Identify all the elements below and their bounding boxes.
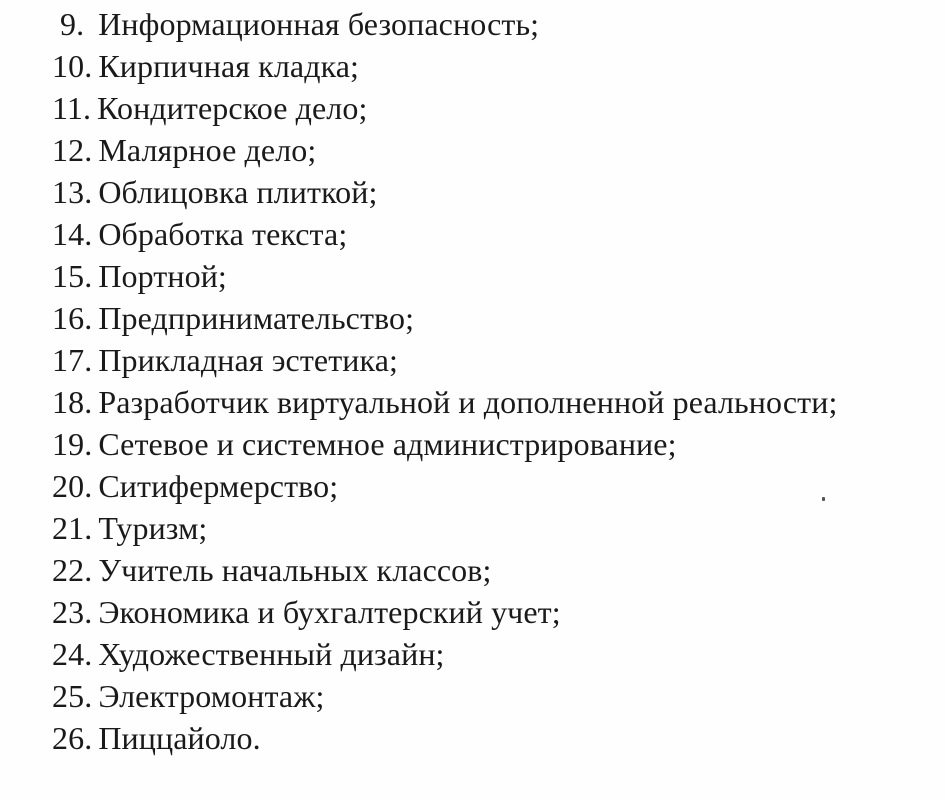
list-item-number: 18. [52,384,93,420]
list-item-text: Разработчик виртуальной и дополненной реальности; [98,384,838,420]
list-item-number: 19. [52,426,93,462]
list-item [52,213,837,255]
list-item-number: 17. [52,342,93,378]
list-item [52,45,837,87]
list-item-text: Предпринимательство; [98,300,415,336]
list-item [52,591,837,633]
list-item-text: Туризм; [98,510,208,546]
list-item-text: Пиццайоло. [98,720,261,756]
list-item [52,633,837,675]
list-item-number: 14. [52,216,93,252]
list-item-text: Портной; [98,258,227,294]
list-item-number: 13. [52,174,93,210]
list-item-number: 21. [52,510,93,546]
list-item-number: 22. [52,552,93,588]
scan-speck [822,497,825,501]
list-item-text: Учитель начальных классов; [98,552,492,588]
list-item [52,423,837,465]
list-item-number: 24. [52,636,93,672]
list-item [52,717,837,759]
list-item-text: Информационная безопасность; [98,6,540,42]
list-item-text: Экономика и бухгалтерский учет; [98,594,561,630]
list-item-number: 16. [52,300,93,336]
list-item-number: 26. [52,720,93,756]
numbered-list [52,3,837,759]
list-item-number: 9. [60,6,85,42]
list-item-text: Кирпичная кладка; [98,48,360,84]
list-item [52,87,837,129]
list-item [52,171,837,213]
list-item-number: 10. [52,48,93,84]
list-item-number: 20. [52,468,93,504]
list-item [52,675,837,717]
list-item [52,255,837,297]
list-item-text: Кондитерское дело; [97,90,368,126]
list-item-number: 11. [52,90,92,126]
list-item [52,339,837,381]
list-item-text: Сетевое и системное администрирование; [98,426,677,462]
list-item-number: 23. [52,594,93,630]
list-item-text: Прикладная эстетика; [98,342,398,378]
list-item [52,381,837,423]
list-item-text: Обработка текста; [98,216,348,252]
list-item [52,129,837,171]
list-item-text: Электромонтаж; [98,678,325,714]
list-item-text: Ситифермерство; [98,468,339,504]
list-item-number: 25. [52,678,93,714]
list-item [52,507,837,549]
list-item-text: Художественный дизайн; [98,636,445,672]
list-item-text: Малярное дело; [98,132,317,168]
list-item [52,3,837,45]
list-item-number: 12. [52,132,93,168]
list-item-number: 15. [52,258,93,294]
list-item-text: Облицовка плиткой; [98,174,378,210]
list-item [52,465,837,507]
list-item [52,549,837,591]
list-item [52,297,837,339]
